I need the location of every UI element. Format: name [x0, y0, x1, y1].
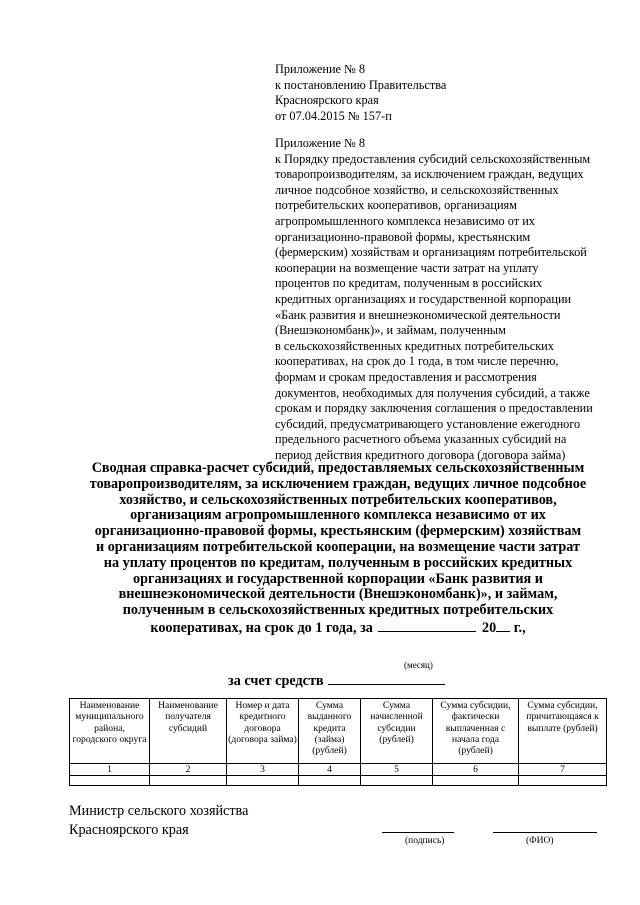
signatory-position: [69, 802, 248, 840]
table-cell[interactable]: [70, 776, 150, 786]
column-header-contract: Номер и дата кредитного договора (договора займа): [227, 699, 299, 764]
column-number: 3: [227, 764, 299, 776]
column-header-due-subsidy: Сумма субсидии, причитающаяся к выплате (рублей): [519, 699, 607, 764]
month-caption: (месяц): [404, 660, 433, 670]
column-number: 6: [433, 764, 519, 776]
column-number: 1: [70, 764, 150, 776]
appendix-line: кредитных организациях и государственной корпорации: [275, 291, 572, 306]
table-number-row: [70, 764, 607, 776]
appendix-line: Приложение № 8: [275, 136, 366, 150]
appendix-line: «Банк развития и внешнеэкономической деятельности: [275, 307, 561, 322]
appendix-line: кооперативах, на срок до 1 года, в том числе перечню,: [275, 354, 559, 369]
title-line-period: [68, 619, 608, 637]
table-cell[interactable]: [433, 776, 519, 786]
title-line: и организациям потребительской кооперации, на возмещение части затрат: [95, 538, 581, 555]
table-header-row: [70, 699, 607, 764]
table-cell[interactable]: [150, 776, 227, 786]
appendix-line: к постановлению Правительства: [275, 77, 447, 92]
year-blank[interactable]: [496, 619, 510, 632]
title-line: организациям агропромышленного комплекса независимо от их: [130, 507, 546, 524]
column-header-loan-amount: Сумма выданного кредита (займа) (рублей): [299, 699, 361, 764]
appendix-line: период действия кредитного договора (договора займа): [275, 447, 566, 462]
title-line: организациях и государственной корпорации «Банк развития и: [133, 570, 543, 587]
appendix-line: формам и срокам предоставления и рассмотрения: [275, 369, 537, 384]
appendix-line: (фермерским) хозяйствам и организациям потребительской: [275, 245, 587, 260]
appendix-line: в сельскохозяйственных кредитных потребительских: [275, 338, 554, 353]
month-blank[interactable]: [378, 619, 476, 632]
appendix-line: срокам и порядку заключения соглашения о предоставлении: [275, 401, 593, 416]
appendix-line: от 07.04.2015 № 157-п: [275, 108, 392, 123]
full-name-caption: (ФИО): [526, 836, 554, 846]
full-name-blank[interactable]: [493, 832, 597, 833]
appendix-line: к Порядку предоставления субсидий сельскохозяйственным: [275, 151, 591, 166]
column-header-paid-subsidy: Сумма субсидии, фактически выплаченная с начала года (рублей): [433, 699, 519, 764]
signature-caption: (подпись): [405, 836, 445, 846]
signature-blank[interactable]: [382, 832, 454, 833]
appendix-line: организационно-правовой формы, крестьянским: [275, 229, 531, 244]
table-row: [70, 776, 607, 786]
title-line: товаропроизводителям, за исключением граждан, ведущих личное подсобное: [89, 475, 587, 492]
signatory-line: Красноярского края: [69, 822, 189, 838]
table-cell[interactable]: [227, 776, 299, 786]
appendix-line: кооперации на возмещение части затрат на уплату: [275, 260, 539, 275]
year-prefix: 20: [481, 619, 497, 636]
title-line: внешнеэкономической деятельности (Внешэкономбанк)», и займам,: [118, 586, 558, 603]
column-number: 2: [150, 764, 227, 776]
document-title: [68, 461, 608, 637]
appendix-line: агропромышленного комплекса независимо от их: [275, 213, 535, 228]
appendix-line: личное подсобное хозяйство, и сельскохозяйственных: [275, 182, 559, 197]
appendix-line: Красноярского края: [275, 93, 379, 108]
column-header-recipient: Наименование получателя субсидий: [150, 699, 227, 764]
title-line: полученным в сельскохозяйственных кредитных потребительских: [122, 602, 554, 619]
appendix-line: (Внешэкономбанк)», и займам, полученным: [275, 323, 506, 338]
title-period-text: кооперативах, на срок до 1 года, за: [150, 619, 373, 636]
column-header-accrued-subsidy: Сумма начисленной субсидии (рублей): [361, 699, 433, 764]
title-line: на уплату процентов по кредитам, полученным в российских кредитных: [103, 554, 573, 571]
table-cell[interactable]: [361, 776, 433, 786]
title-line: хозяйство, и сельскохозяйственных потребительских кооперативов,: [119, 491, 557, 508]
appendix-line: документов, необходимых для получения субсидий, а также: [275, 385, 590, 400]
appendix-government-resolution: [275, 62, 615, 124]
year-suffix: г.,: [513, 619, 526, 636]
column-number: 7: [519, 764, 607, 776]
appendix-line: предельного расчетного объема указанных субсидий на: [275, 432, 567, 447]
subsidy-table: [69, 698, 607, 786]
appendix-line: потребительских кооперативов, организациям: [275, 198, 517, 213]
funds-blank[interactable]: [328, 672, 445, 685]
column-header-district: Наименование муниципального района, городского округа: [70, 699, 150, 764]
column-number: 5: [361, 764, 433, 776]
table-cell[interactable]: [519, 776, 607, 786]
signatory-line: Министр сельского хозяйства: [69, 803, 249, 819]
appendix-procedure: [275, 136, 615, 463]
table-cell[interactable]: [299, 776, 361, 786]
funds-label: за счет средств: [228, 673, 324, 689]
title-line: Сводная справка-расчет субсидий, предоставляемых сельскохозяйственным: [91, 460, 585, 476]
column-number: 4: [299, 764, 361, 776]
appendix-line: субсидий, предусматривающего установление ежегодного: [275, 416, 581, 431]
appendix-line: процентов по кредитам, полученным в российских: [275, 276, 543, 291]
appendix-line: Приложение № 8: [275, 62, 366, 76]
appendix-line: товаропроизводителям, за исключением граждан, ведущих: [275, 167, 584, 182]
funds-source-line: [228, 672, 445, 690]
title-line: организационно-правовой формы, крестьянским (фермерским) хозяйствам: [94, 523, 582, 540]
